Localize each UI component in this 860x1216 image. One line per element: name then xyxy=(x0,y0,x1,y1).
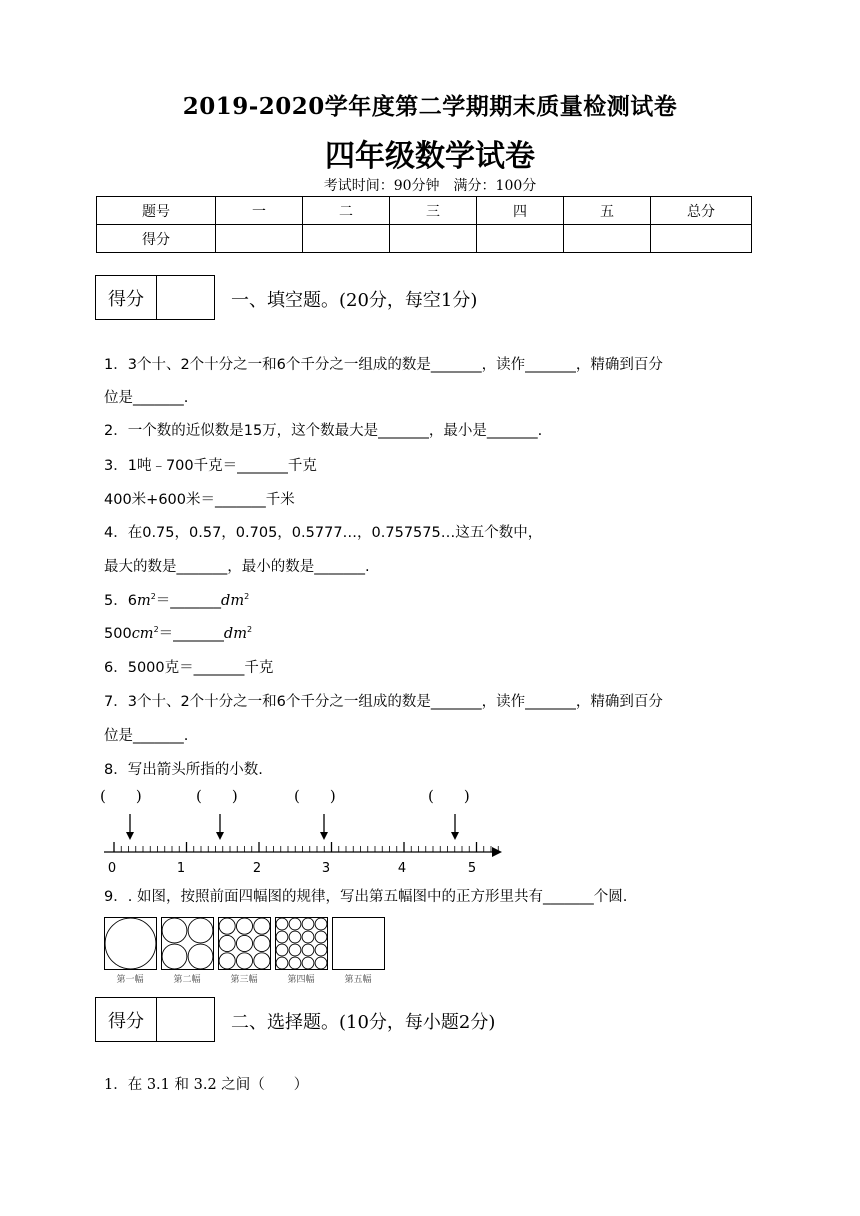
question-line: 9．. 如图，按照前面四幅图的规律，写出第五幅图中的正方形里共有_______个圆. xyxy=(104,889,628,905)
tick-label: 0 xyxy=(107,861,117,876)
unit: dm xyxy=(221,593,245,609)
answer-bracket[interactable]: ( ) xyxy=(294,787,336,805)
score-table-score-row xyxy=(97,225,752,253)
score-field[interactable] xyxy=(157,998,214,1041)
unit: cm xyxy=(131,626,154,642)
pattern-circle xyxy=(188,918,213,943)
table-cell: 总分 xyxy=(651,197,752,225)
pattern-circle xyxy=(276,944,288,956)
pointer-arrow-icon xyxy=(451,814,459,840)
score-cell[interactable] xyxy=(216,225,303,253)
pattern-circle xyxy=(315,944,327,956)
question-text: 5．6 xyxy=(104,593,137,609)
pointer-arrow-icon xyxy=(216,814,224,840)
pattern-circle xyxy=(302,944,314,956)
figure-caption: 第二幅 xyxy=(173,975,201,985)
unit: dm xyxy=(223,626,247,642)
pattern-circle xyxy=(315,931,327,943)
question-line: 7．3个十、2个十分之一和6个千分之一组成的数是_______，读作_______，精确到百分 xyxy=(104,694,663,710)
number-line xyxy=(100,808,510,878)
question-line: 6．5000克＝_______千克 xyxy=(104,660,274,676)
score-cell[interactable] xyxy=(390,225,477,253)
numberline-brackets xyxy=(100,785,520,805)
question-line: 位是_______. xyxy=(104,390,189,406)
pattern-square xyxy=(333,918,385,970)
pattern-circle xyxy=(236,953,252,969)
score-label: 得分 xyxy=(96,998,157,1041)
tick-label: 3 xyxy=(321,861,331,876)
table-cell: 五 xyxy=(564,197,651,225)
question-line: 1．3个十、2个十分之一和6个千分之一组成的数是_______，读作_______，精确到百分 xyxy=(104,357,663,373)
pattern-square xyxy=(162,918,214,970)
pattern-circle xyxy=(302,931,314,943)
tick-label: 1 xyxy=(176,861,186,876)
table-cell: 一 xyxy=(216,197,303,225)
question-line: 位是_______. xyxy=(104,728,189,744)
pattern-circle xyxy=(289,957,301,969)
arrowhead-icon xyxy=(492,847,502,857)
pattern-circle xyxy=(315,957,327,969)
section2-score-box xyxy=(95,997,215,1042)
pattern-circle xyxy=(289,944,301,956)
score-label: 得分 xyxy=(96,276,157,319)
question-line: 4．在0.75，0.57，0.705，0.5777…，0.757575…这五个数中， xyxy=(104,525,543,541)
tick-label: 2 xyxy=(252,861,262,876)
table-cell: 得分 xyxy=(97,225,216,253)
question-line: 3．1吨﹣700千克＝_______千克 xyxy=(104,458,317,474)
table-cell: 二 xyxy=(303,197,390,225)
pattern-circle xyxy=(276,931,288,943)
pattern-circle xyxy=(236,935,252,951)
circle-pattern-figure xyxy=(104,916,388,988)
pattern-circle xyxy=(276,918,288,930)
pattern-circle xyxy=(302,918,314,930)
exam-subtitle: 四年级数学试卷 xyxy=(325,139,535,174)
pattern-circle xyxy=(289,931,301,943)
tick-label: 5 xyxy=(467,861,477,876)
superscript: 2 xyxy=(153,625,159,635)
pattern-circle xyxy=(162,944,187,969)
section1-title: 一、填空题。(20分，每空1分) xyxy=(231,290,478,311)
superscript: 2 xyxy=(246,625,253,635)
pattern-circle xyxy=(302,957,314,969)
pattern-circle xyxy=(276,957,288,969)
section2-title: 二、选择题。(10分，每小题2分) xyxy=(231,1012,496,1033)
pattern-circle xyxy=(219,953,235,969)
pattern-circle xyxy=(188,944,213,969)
pattern-circle xyxy=(254,935,270,951)
question-line: 8．写出箭头所指的小数. xyxy=(104,762,263,778)
answer-bracket[interactable]: ( ) xyxy=(428,787,470,805)
score-cell[interactable] xyxy=(477,225,564,253)
pattern-circle xyxy=(315,918,327,930)
number-line-ticks xyxy=(114,842,498,852)
question-text: 500 xyxy=(104,626,132,642)
score-cell[interactable] xyxy=(303,225,390,253)
table-cell: 四 xyxy=(477,197,564,225)
pattern-circle xyxy=(254,953,270,969)
score-cell[interactable] xyxy=(651,225,752,253)
question-text: ＝_______ xyxy=(158,626,224,642)
superscript: 2 xyxy=(244,592,250,602)
question-text: ＝_______ xyxy=(155,593,222,609)
question-line: 1．在 3.1 和 3.2 之间（ ） xyxy=(104,1077,309,1093)
exam-info: 考试时间：90分钟 满分：100分 xyxy=(323,178,537,194)
pattern-circle xyxy=(105,918,156,969)
pointer-arrow-icon xyxy=(320,814,328,840)
tick-label: 4 xyxy=(397,861,407,876)
pattern-circle xyxy=(289,918,301,930)
score-field[interactable] xyxy=(157,276,214,319)
answer-bracket[interactable]: ( ) xyxy=(100,787,142,805)
section1-score-box xyxy=(95,275,215,320)
question-line: 2．一个数的近似数是15万，这个数最大是_______，最小是_______. xyxy=(104,423,543,439)
pointer-arrow-icon xyxy=(126,814,134,840)
score-table-header-row xyxy=(97,197,752,225)
pattern-circle xyxy=(219,918,235,934)
pattern-circle xyxy=(162,918,187,943)
score-cell[interactable] xyxy=(564,225,651,253)
pattern-square xyxy=(276,918,328,970)
exam-title: 2019-2020学年度第二学期期末质量检测试卷 xyxy=(182,93,678,120)
pattern-square xyxy=(219,918,271,970)
question-line: 400米+600米＝_______千米 xyxy=(104,492,295,508)
figure-caption: 第三幅 xyxy=(230,975,258,985)
figure-caption: 第一幅 xyxy=(116,975,144,985)
pattern-circle xyxy=(236,918,252,934)
unit: m xyxy=(136,593,151,609)
question-5-line-1 xyxy=(104,589,249,610)
table-cell: 题号 xyxy=(97,197,216,225)
superscript: 2 xyxy=(150,592,156,602)
figure-caption: 第四幅 xyxy=(287,975,315,985)
question-line: 最大的数是_______，最小的数是_______. xyxy=(104,559,370,575)
question-5-line-2 xyxy=(104,622,252,643)
score-table xyxy=(96,196,752,253)
figure-caption: 第五幅 xyxy=(344,975,372,985)
pattern-circle xyxy=(254,918,270,934)
pattern-circle xyxy=(219,935,235,951)
answer-bracket[interactable]: ( ) xyxy=(196,787,238,805)
table-cell: 三 xyxy=(390,197,477,225)
